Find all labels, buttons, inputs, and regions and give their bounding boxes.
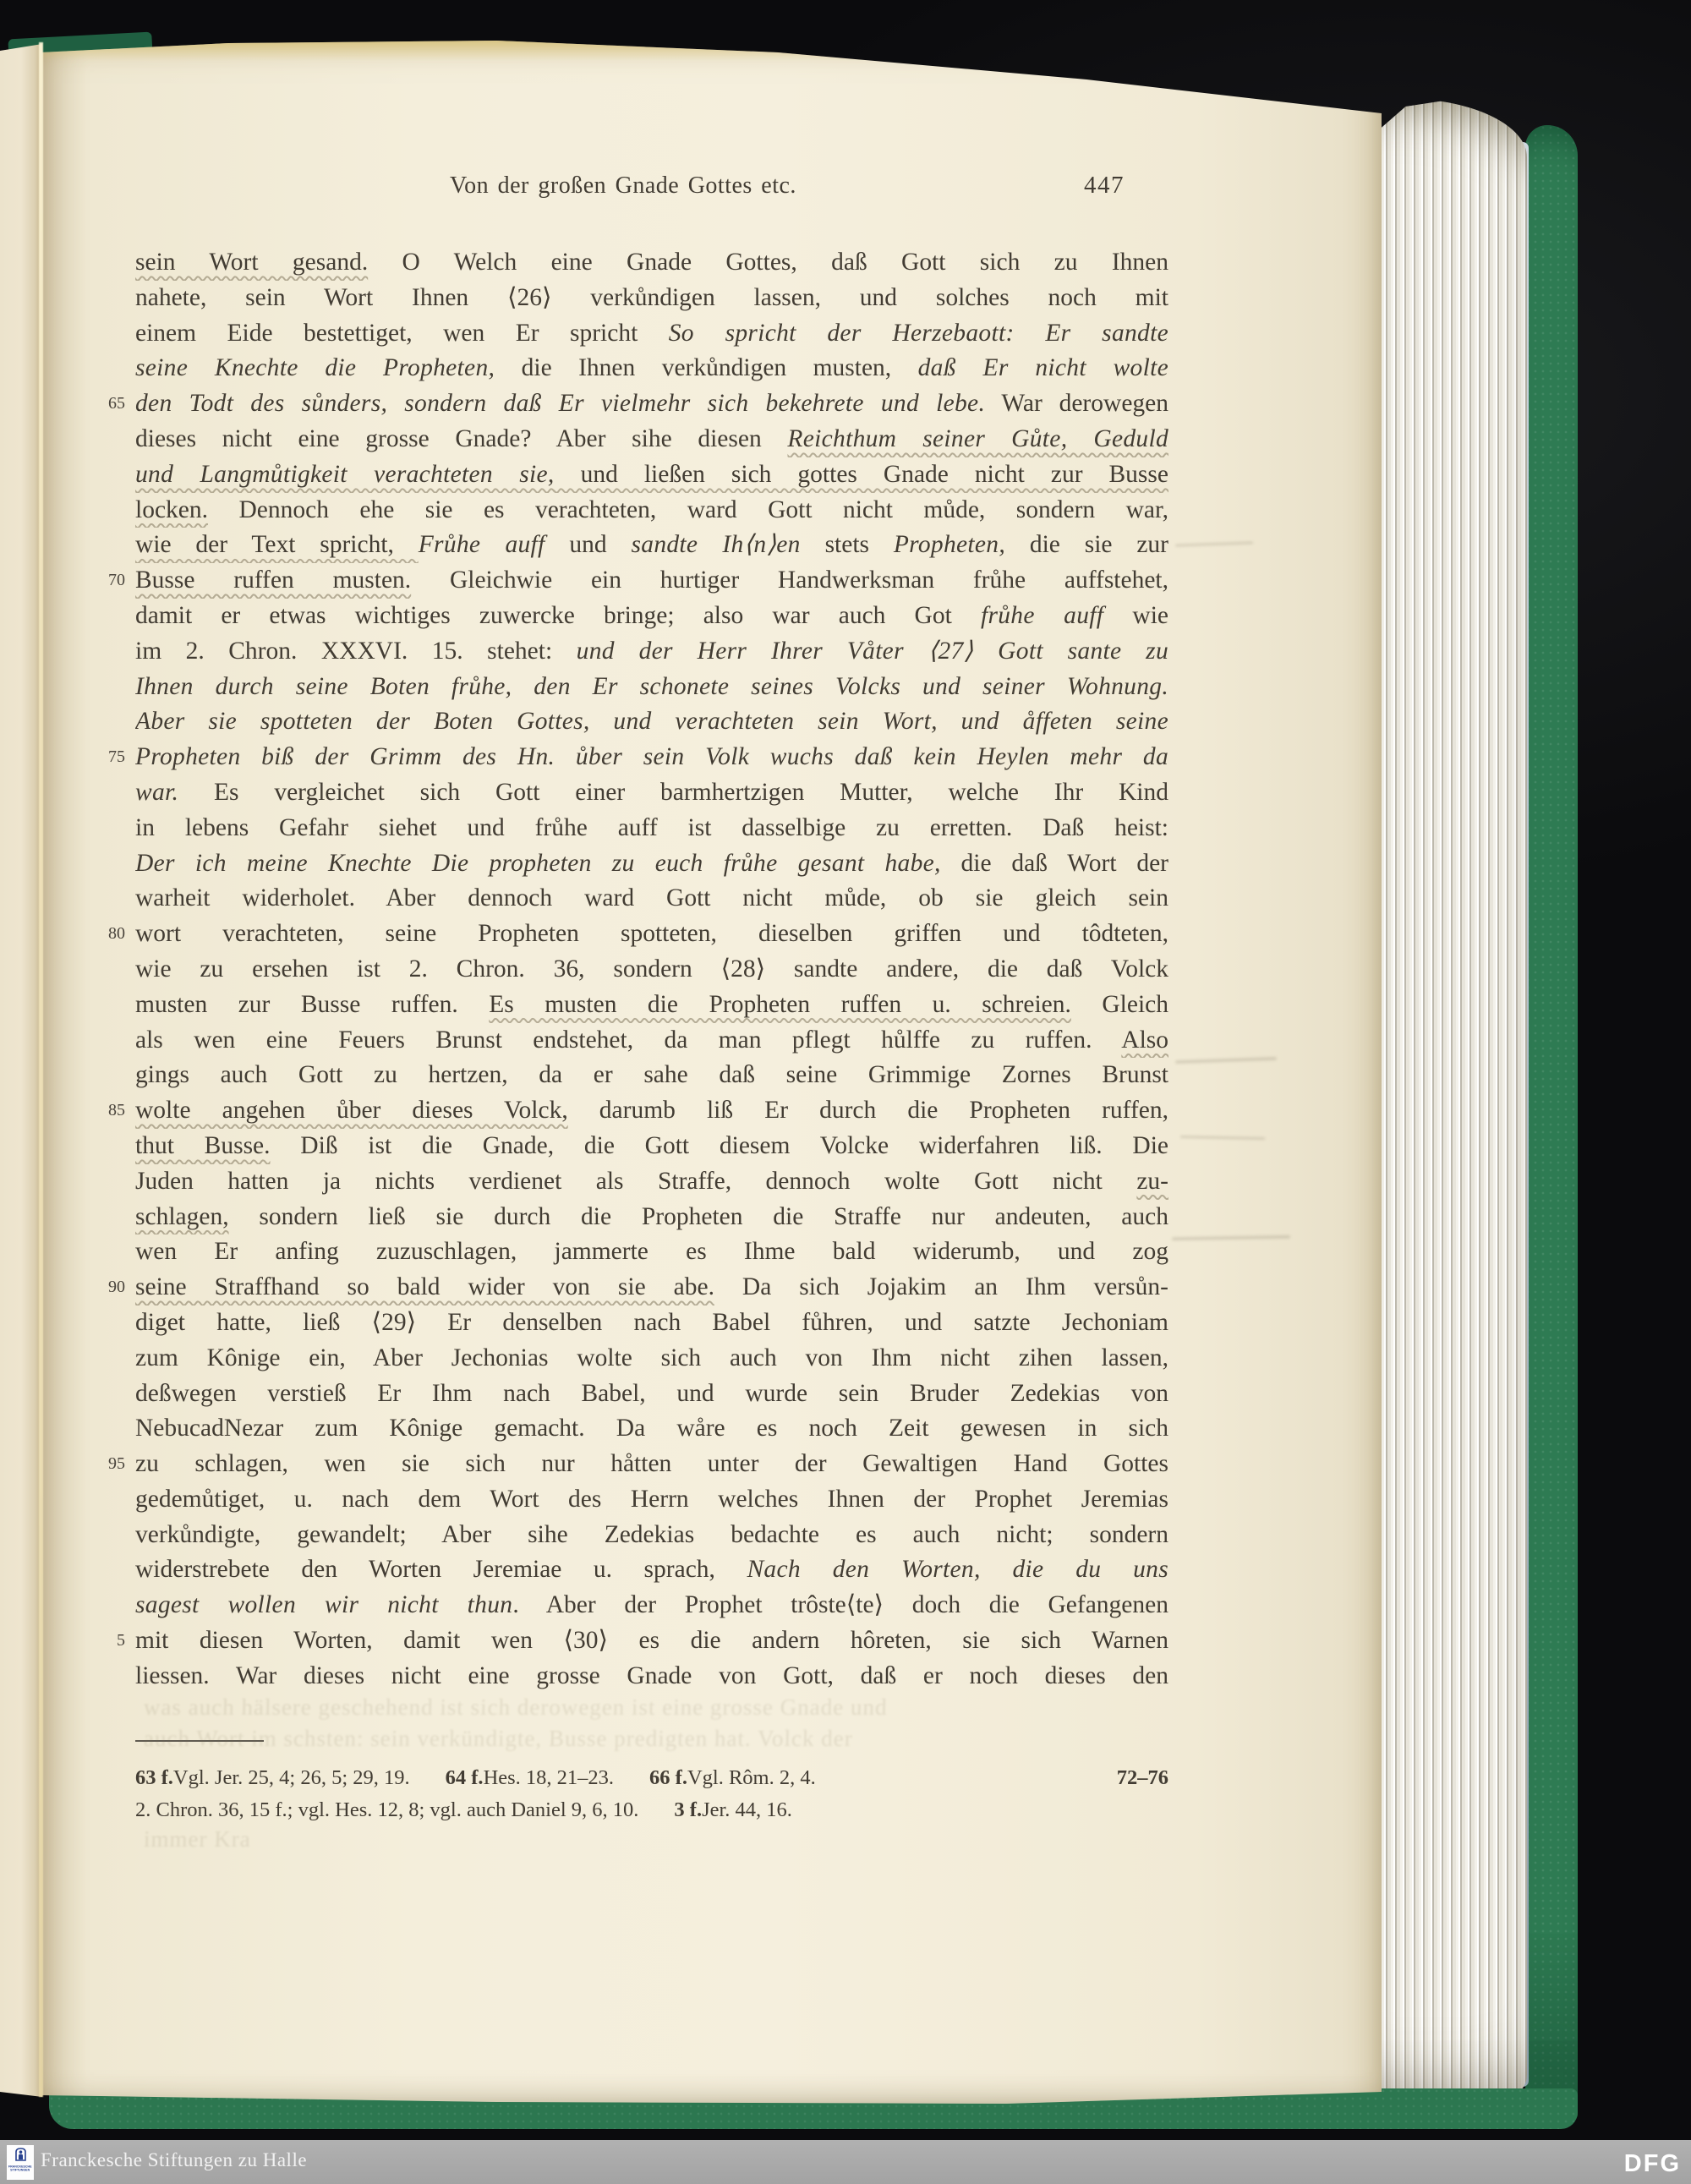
body-line: mit diesen Worten, damit wen ⟨30⟩ es die andern hôreten, sie sich Warnen	[135, 1627, 1168, 1655]
footnote-lemma-number: 63 f.	[135, 1766, 173, 1789]
body-line: war. Es vergleichet sich Gott einer barmhertzigen Mutter, welche Ihr Kind	[135, 778, 1168, 806]
body-line: sein Wort gesand. O Welch eine Gnade Gottes, daß Gott sich zu Ihnen	[135, 249, 1168, 276]
body-line: Busse ruffen musten. Gleichwie ein hurtiger Handwerksman frůhe auffstehet,	[135, 567, 1168, 594]
page-number: 447	[1084, 172, 1125, 199]
footnote-text: Vgl. Jer. 25, 4; 26, 5; 29, 19.	[172, 1766, 410, 1789]
margin-line-number: 5	[117, 1631, 125, 1650]
running-header: Von der großen Gnade Gottes etc.	[450, 172, 796, 199]
footnote-line-2	[135, 1798, 1168, 1823]
body-line: locken. Dennoch ehe sie es verachteten, ward Gott nicht můde, sondern war,	[135, 495, 1168, 523]
footnote-line-1	[135, 1765, 1168, 1791]
body-line: musten zur Busse ruffen. Es musten die Propheten ruffen u. schreien. Gleich	[135, 990, 1168, 1018]
body-line: im 2. Chron. XXXVI. 15. stehet: und der Herr Ihrer Våter ⟨27⟩ Gott sante zu	[135, 637, 1168, 665]
body-line: wolte angehen ůber dieses Volck, darumb liß Er durch die Propheten ruffen,	[135, 1097, 1168, 1125]
body-line: schlagen, sondern ließ sie durch die Propheten die Straffe nur andeuten, auch	[135, 1202, 1168, 1230]
margin-line-number: 85	[108, 1101, 125, 1120]
footnote-lemma-number: 72–76	[1116, 1766, 1168, 1789]
margin-line-number: 80	[108, 924, 125, 944]
body-line: als wen eine Feuers Brunst endstehet, da man pflegt hůlffe zu ruffen. Also	[135, 1026, 1168, 1054]
institution-emblem-icon	[14, 2147, 27, 2165]
institution-logo-text: FRANCKESCHE STIFTUNGEN	[8, 2165, 32, 2172]
bleedthrough-line: immer Kra	[143, 1826, 252, 1852]
body-line: nahete, sein Wort Ihnen ⟨26⟩ verkůndigen lassen, und solches noch mit	[135, 283, 1168, 311]
body-line: diget hatte, ließ ⟨29⟩ Er denselben nach Babel fůhren, und satzte Jechoniam	[135, 1308, 1168, 1336]
body-line: warheit widerholet. Aber dennoch ward Gott nicht můde, ob sie gleich sein	[135, 884, 1168, 912]
body-line: damit er etwas wichtiges zuwercke bringe; also war auch Got frůhe auff wie	[135, 601, 1168, 629]
body-line: Aber sie spotteten der Boten Gottes, und verachteten sein Wort, und åffeten seine	[135, 708, 1168, 736]
body-line: gedemůtiget, u. nach dem Wort des Herrn welches Ihnen der Prophet Jeremias	[135, 1485, 1168, 1513]
body-line: wort verachteten, seine Propheten spotteten, dieselben griffen und tôdteten,	[135, 920, 1168, 948]
body-line: Der ich meine Knechte Die propheten zu euch frůhe gesant habe, die daß Wort der	[135, 849, 1168, 877]
body-line: liessen. War dieses nicht eine grosse Gnade von Gott, daß er noch dieses den	[135, 1661, 1168, 1689]
body-line: sagest wollen wir nicht thun. Aber der Prophet trôste⟨te⟩ doch die Gefangenen	[135, 1591, 1168, 1619]
footnote-text: Hes. 18, 21–23.	[483, 1766, 615, 1789]
page-stack-fore-edge	[1363, 98, 1527, 2104]
bleedthrough-line: auch Wort im schsten: sein verkündigte, Busse predigten hat. Volck der	[143, 1726, 854, 1751]
line-numbers	[78, 245, 125, 1700]
institution-label: Franckesche Stiftungen zu Halle	[41, 2149, 308, 2170]
body-line: gings auch Gott zu hertzen, da er sahe daß seine Grimmige Zornes Brunst	[135, 1061, 1168, 1089]
body-line: seine Straffhand so bald wider von sie abe. Da sich Jojakim an Ihm versůn-	[135, 1273, 1168, 1301]
bleedthrough-line: was auch hälsere geschehend ist sich derowegen ist eine grosse Gnade und	[143, 1694, 888, 1720]
footnote-text: 2. Chron. 36, 15 f.; vgl. Hes. 12, 8; vgl. auch Daniel 9, 6, 10.	[135, 1798, 639, 1821]
body-line: den Todt des sůnders, sondern daß Er vielmehr sich bekehrete und lebe. War derowegen	[135, 390, 1168, 418]
margin-line-number: 70	[108, 571, 125, 590]
body-line: seine Knechte die Propheten, die Ihnen verkůndigen musten, daß Er nicht wolte	[135, 354, 1168, 382]
facing-page-sliver	[0, 44, 42, 2097]
body-line: in lebens Gefahr siehet und frůhe auff ist dasselbige zu erretten. Daß heist:	[135, 813, 1168, 841]
margin-line-number: 95	[108, 1454, 125, 1474]
body-line: einem Eide bestettiget, wen Er spricht So spricht der Herzebaott: Er sandte	[135, 319, 1168, 347]
body-line: deßwegen verstieß Er Ihm nach Babel, und wurde sein Bruder Zedekias von	[135, 1379, 1168, 1407]
body-line: verkůndigte, gewandelt; Aber sihe Zedekias bedachte es auch nicht; sondern	[135, 1520, 1168, 1548]
footnote-text: Jer. 44, 16.	[702, 1798, 792, 1821]
body-line: zum Kônige ein, Aber Jechonias wolte sich auch von Ihm nicht zihen lassen,	[135, 1344, 1168, 1371]
body-line: und Langmůtigkeit verachteten sie, und ließen sich gottes Gnade nicht zur Busse	[135, 460, 1168, 488]
footnote-lemma-number: 66 f.	[649, 1766, 687, 1789]
body-line: wen Er anfing zuzuschlagen, jammerte es Ihme bald widerumb, und zog	[135, 1238, 1168, 1266]
body-line: widerstrebete den Worten Jeremiae u. sprach, Nach den Worten, die du uns	[135, 1556, 1168, 1584]
body-line: Propheten biß der Grimm des Hn. ůber sein Volk wuchs daß kein Heylen mehr da	[135, 743, 1168, 771]
body-line: dieses nicht eine grosse Gnade? Aber sihe diesen Reichthum seiner Gůte, Geduld	[135, 424, 1168, 452]
body-line: Juden hatten ja nichts verdienet als Straffe, dennoch wolte Gott nicht zu-	[135, 1167, 1168, 1195]
body-line: wie zu ersehen ist 2. Chron. 36, sondern ⟨28⟩ sandte andere, die daß Volck	[135, 955, 1168, 983]
footnote-lemma-number: 64 f.	[445, 1766, 484, 1789]
margin-line-number: 65	[108, 394, 125, 413]
body-line: thut Busse. Diß ist die Gnade, die Gott diesem Volcke widerfahren liß. Die	[135, 1131, 1168, 1159]
book-cover-right-edge	[1525, 125, 1578, 2122]
body-line: NebucadNezar zum Kônige gemacht. Da wåre es noch Zeit gewesen in sich	[135, 1415, 1168, 1442]
dfg-logo: DFG	[1623, 2150, 1681, 2177]
margin-line-number: 75	[108, 747, 125, 767]
margin-line-number: 90	[108, 1278, 125, 1297]
viewer-footer-bar	[0, 2140, 1691, 2184]
body-line: wie der Text spricht, Frůhe auff und sandte Ih⟨n⟩en stets Propheten, die sie zur	[135, 531, 1168, 559]
footnote-text: Vgl. Rôm. 2, 4.	[687, 1766, 816, 1789]
body-line: zu schlagen, wen sie sich nur håtten unter der Gewaltigen Hand Gottes	[135, 1450, 1168, 1478]
franckesche-stiftungen-logo	[7, 2145, 34, 2180]
footnote-lemma-number: 3 f.	[674, 1798, 703, 1821]
gutter-crease	[39, 42, 43, 2097]
body-text	[135, 245, 1168, 1694]
body-line: Ihnen durch seine Boten frůhe, den Er schonete seines Volcks und seiner Wohnung.	[135, 672, 1168, 700]
